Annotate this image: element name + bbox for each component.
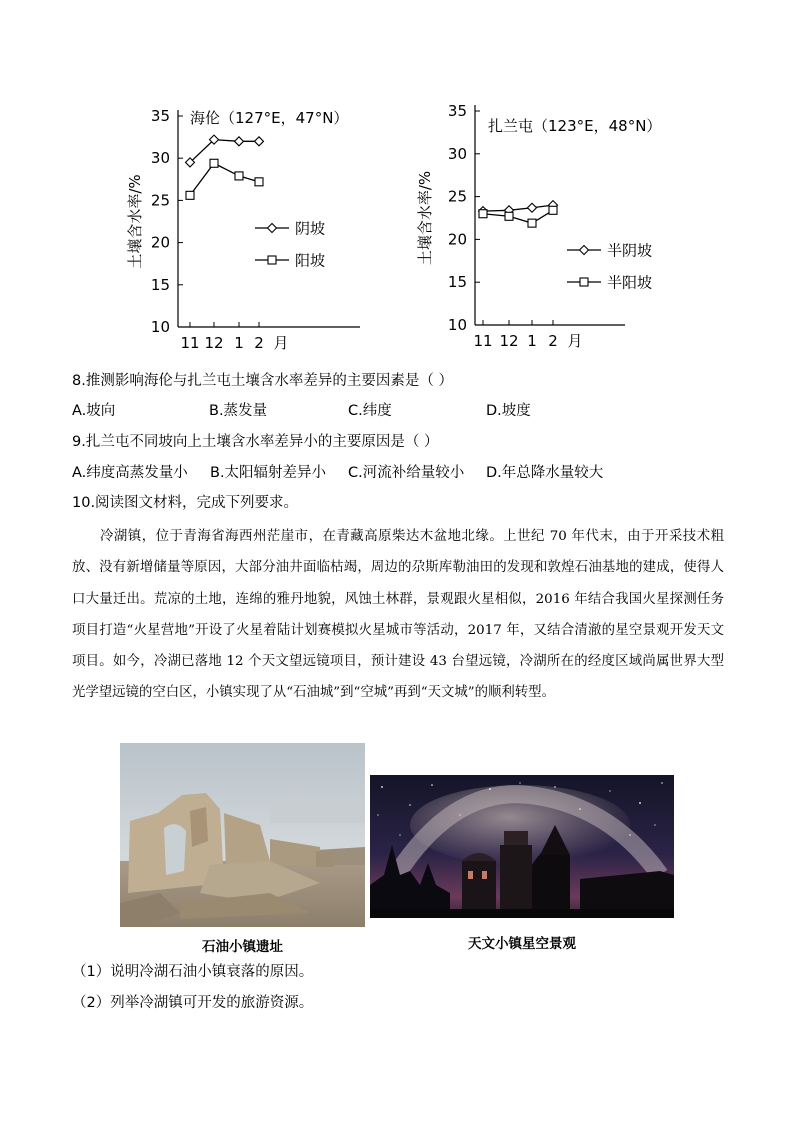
q10-sub2: （2）列举冷湖镇可开发的旅游资源。 [72,995,314,1011]
square-marker [528,219,536,227]
q10-stem: 10.阅读图文材料，完成下列要求。 [72,495,299,511]
y-tick-label: 25 [150,191,170,210]
x-unit-label: 月 [567,332,583,350]
y-tick-label: 30 [150,149,170,168]
legend-diamond-marker [268,224,277,233]
y-tick-label: 30 [447,144,467,163]
square-marker [210,159,218,167]
diamond-marker [528,203,537,212]
x-tick-label: 1 [527,332,537,350]
q10-passage-text: 冷湖镇，位于青海省海西州茫崖市，在青藏高原柴达木盆地北缘。上世纪 70 年代末，由于开采技术粗放、没有新增储量等原因，大部分油井面临枯竭，周边的尕斯库勒油田的发现和敦煌石油基地的建成，使得人口大量迁出。荒凉的土地，连绵的雅丹地貌，风蚀土林群，景观跟火星相似，2016 年结合我国火星探测任务项目打造“火星营地”开设了火星着陆计划赛模拟火星城市等活动，2017 年，又结合清澈的星空景观开发天文项目。如今，冷湖已落地 12 个天文望远镜项目，预计建设 43 台望远镜，冷湖所在的经度区域尚属世界大型光学望远镜的空白区，小镇实现了从“石油城”到“空城”再到“天文城”的顺利转型。 [72,529,724,701]
square-marker [186,191,194,199]
legend-diamond-marker [580,246,589,255]
q8-option-a[interactable]: A.坡向 [72,403,116,419]
legend-label-2: 半阳坡 [607,273,653,292]
series-line-2 [190,163,259,195]
series-line-1 [483,205,553,211]
y-tick-label: 15 [150,275,170,294]
y-tick-label: 20 [447,230,467,249]
legend-label-2: 阳坡 [295,251,326,270]
square-marker [235,172,243,180]
y-axis-title: 土壤含水率/% [416,170,434,266]
x-tick-label: 11 [180,334,200,352]
y-axis-title: 土壤含水率/% [126,174,144,269]
q9-option-b[interactable]: B.太阳辐射差异小 [210,465,327,481]
chart-zhalantun-svg [415,95,680,360]
legend-square-marker [268,256,276,264]
x-tick-label: 1 [234,334,244,352]
square-marker [549,206,557,214]
legend-label-1: 半阴坡 [607,241,653,260]
q8-stem: 8.推测影响海伦与扎兰屯土壤含水率差异的主要因素是（ ） [72,373,453,389]
x-tick-label: 11 [473,332,493,350]
series-line-1 [190,140,259,163]
x-unit-label: 月 [273,334,289,352]
chart-title: 扎兰屯（123°E，48°N） [488,117,662,135]
q10-passage [72,521,724,709]
chart-title: 海伦（127°E，47°N） [190,109,349,127]
y-tick-label: 20 [150,233,170,252]
y-tick-label: 25 [447,187,467,206]
q8-option-c[interactable]: C.纬度 [348,403,392,419]
chart-hailun-svg [125,95,375,360]
photo-astronomy-town-caption: 天文小镇星空景观 [468,936,576,952]
photo-astronomy-town-starry-sky [370,775,674,918]
q9-stem: 9.扎兰屯不同坡向上土壤含水率差异小的主要原因是（ ） [72,434,439,450]
diamond-marker [255,137,264,146]
y-tick-label: 15 [447,273,467,292]
q9-option-c[interactable]: C.河流补给量较小 [348,465,465,481]
q8-option-b[interactable]: B.蒸发量 [209,403,268,419]
q8-option-d[interactable]: D.坡度 [486,403,531,419]
x-tick-label: 12 [499,332,519,350]
y-tick-label: 10 [447,316,467,334]
q10-sub1: （1）说明冷湖石油小镇衰落的原因。 [72,964,314,980]
y-tick-label: 10 [150,318,170,336]
legend-square-marker [580,278,588,286]
legend-label-1: 阴坡 [295,219,326,238]
photo-oil-town-ruins [120,743,365,927]
series-line-2 [483,210,553,223]
x-tick-label: 2 [254,334,264,352]
y-tick-label: 35 [447,102,467,120]
photo-oil-town-caption: 石油小镇遗址 [202,939,283,955]
chart-zhalantun [415,95,680,364]
square-marker [255,178,263,186]
chart-hailun [125,95,375,364]
x-tick-label: 12 [204,334,224,352]
q9-option-d[interactable]: D.年总降水量较大 [486,465,604,481]
q9-option-a[interactable]: A.纬度高蒸发量小 [72,465,188,481]
square-marker [505,212,513,220]
x-tick-label: 2 [548,332,558,350]
diamond-marker [235,137,244,146]
square-marker [479,210,487,218]
y-tick-label: 35 [150,107,170,125]
